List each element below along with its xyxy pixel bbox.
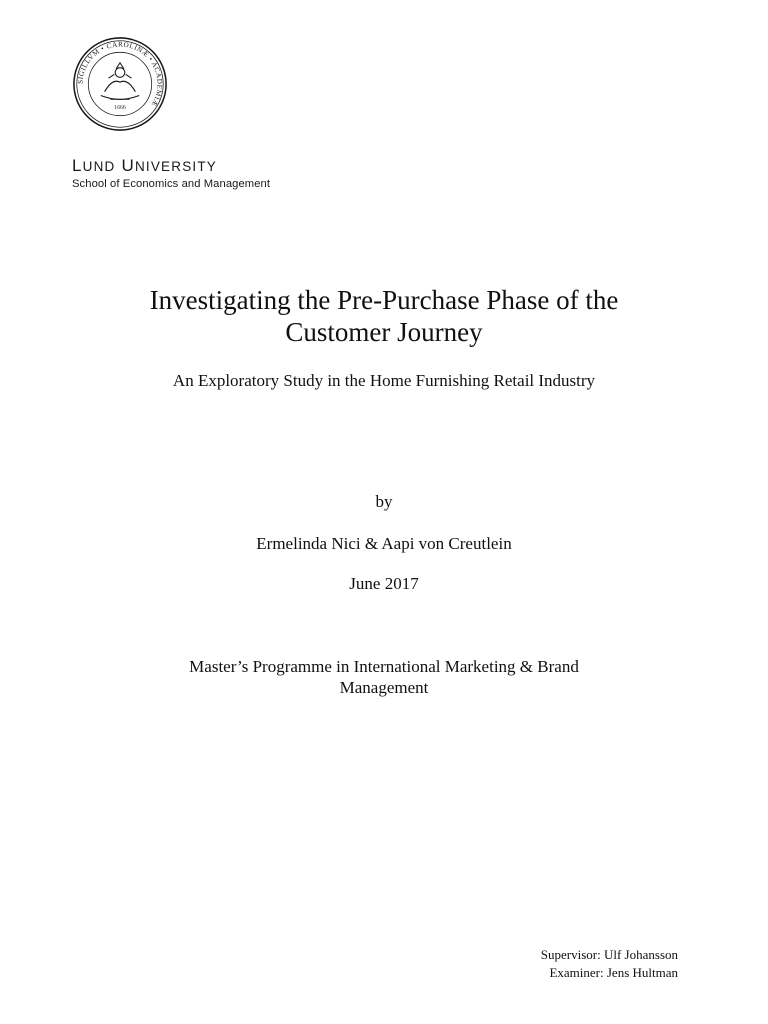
thesis-title-line-1: Investigating the Pre-Purchase Phase of the — [149, 285, 619, 315]
seal-text-top: SIGILLVM • CAROLINÆ • ACADEMIÆ — [76, 40, 164, 108]
supervisor: Supervisor: Ulf Johansson — [540, 947, 678, 962]
university-name-first-initial: L — [72, 156, 83, 175]
thesis-subtitle: An Exploratory Study in the Home Furnishing Retail Industry — [172, 371, 596, 390]
seal-year: 1666 — [114, 104, 126, 111]
thesis-title-line-2: Customer Journey — [285, 317, 483, 347]
examiner: Examiner: Jens Hultman — [549, 965, 678, 980]
university-name-second-initial: U — [121, 156, 135, 175]
supervision-block — [541, 946, 678, 982]
school-name: School of Economics and Management — [72, 178, 271, 190]
university-name-first-rest: UND — [82, 159, 116, 174]
university-name — [72, 156, 217, 176]
programme-line-1: Master’s Programme in International Marketing & Brand — [189, 657, 579, 676]
thesis-title — [0, 284, 768, 348]
university-seal-icon — [72, 36, 168, 132]
authors: Ermelinda Nici & Aapi von Creutlein — [256, 534, 512, 553]
submission-date: June 2017 — [349, 574, 419, 593]
by-label: by — [375, 492, 393, 511]
university-name-second-rest: NIVERSITY — [134, 159, 218, 174]
programme-line-2: Management — [339, 678, 429, 697]
programme-name — [140, 656, 628, 698]
